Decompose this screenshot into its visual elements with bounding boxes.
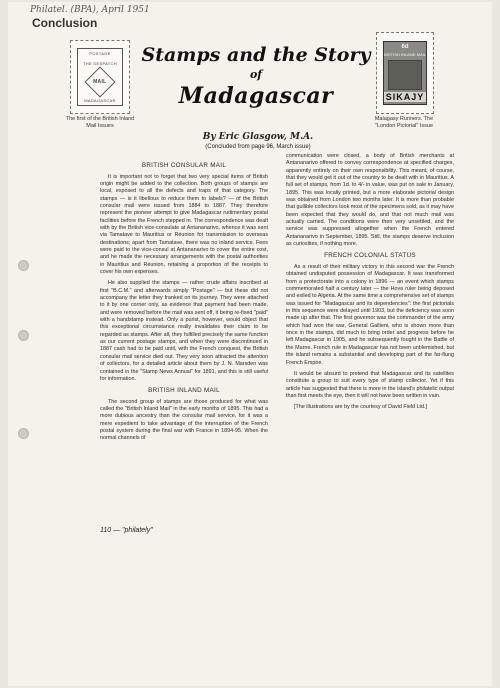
paragraph: The second group of stamps are those produced for what was called the "British Inland Mail" in the early months of 1895. This had a more dubious ancestry than the consular mail service, for it was a mere expedient to take advantage of the interruption of the French postal system during the final war with France in 1894-95. When the normal channels of (100, 398, 268, 442)
stamp-caption-right: Malagasy Runners. The "London Pictorial" Issue (374, 116, 434, 130)
article-title (136, 44, 376, 109)
title-line-3: Madagascar (178, 83, 334, 109)
punch-hole (18, 260, 29, 271)
heading-consular-mail: BRITISH CONSULAR MAIL (141, 162, 227, 169)
title-line-1: Stamps and the Story (141, 44, 371, 66)
continued-note: (Concluded from page 96, March issue) (205, 144, 311, 150)
section-label: Conclusion (32, 16, 98, 30)
stamp-caption-left: The first of the British Inland Mail Issues (65, 116, 135, 130)
stamp-text-top: POSTAGE (89, 51, 111, 57)
stamp-text-bottom: MADAGASCAR (84, 97, 116, 103)
paragraph: He also supplied the stamps — rather crude affairs inscribed at first "B.C.M." and afterwards simply "Postage" — but these did not accompany the letter they franked on its journey. They were attached to it by one corner only, as evidence that payment had been made, and were removed before the mail was sent off, it being re-fixed "paid" with a handstamp instead. Only a purist, however, would object that this exceptional circumstance really invalidates their claim to be regarded as stamps. After all, they fulfilled precisely the same function as our current postage stamps, and when they were discontinued in 1887 cash had to be paid until, with the French conquest, the British consular mail service died out. They very soon attracted the attention of collectors, for a detailed article about them by J. N. Marsden was contained in the "Stamp News Annual" for 1891, and this is still useful for information. (100, 280, 268, 382)
stamp-bottom-label: SIKAJY (385, 91, 425, 102)
heading-french-status: FRENCH COLONIAL STATUS (324, 252, 416, 260)
paragraph: It would be absurd to pretend that Madagascar and its satellites constitute a group to suit every type of stamp collector. Yet if this article has suggested that there is more in the island's philatelic output than first meets the eye, then it will not have been written in vain. (286, 370, 454, 399)
stamp-runners-picture (388, 60, 422, 90)
page (8, 2, 492, 686)
paragraph: It is important not to forget that two very special items of British origin might be added to the collection. Both groups of stamps are local, exposed to all the defects and traps of that category. The stamps — is it libellous to reduce them to labels? — of the British consular mail were issued from 1884 to 1887. They therefore represent the pioneer attempt to give Madagascar rudimentary postal facilities before the French stepped in. The correspondence was dealt with by the British vice-consulate at Antananarivo, whence it was sent via Tamatave to Mauritius or Réunion for transmission to overseas destinations; apart from Tamatave, there was no inland service. Fees were paid to the vice-consul at Antananarivo to cover the entire cost, and he made the necessary arrangements with the postal authorities in Mauritius and Réunion, retaining a proportion of the receipts to cover his own expenses. (100, 173, 268, 276)
illustration-credit: [The illustrations are by the courtesy of David Field Ltd.] (294, 404, 428, 411)
punch-hole (18, 330, 29, 341)
heading-inland-mail: BRITISH INLAND MAIL (148, 387, 220, 395)
page-footer: 110 — "philately" (100, 527, 153, 534)
column-left (100, 159, 268, 447)
handwritten-note: Philatel. (BPA), April 1951 (30, 5, 150, 15)
paragraph: As a result of their military victory in this second war the French obtained undisputed possession of Madagascar. It was transformed from a protectorate into a colony in 1896 — an event which stamps commemorated half a century later — the Hova ruler being deposed and exiled to Algeria. At the same time a comprehensive set of stamps was issued for "Madagascar and its dependencies": the first pictorials in this sequence were delayed until 1903, but the deficiency was soon made up after that. The first governor was the commander of the army which had won the war, General Gallieni, who is shown more than once in the stamps, did much to bring order and progress before he left Madagascar in 1905, and he subsequently fought in the Battle of the Marne. French rule in Madagascar has not been unblemished, but the island remains a substantial and developing part of the far-flung French Empire. (286, 264, 454, 366)
title-line-2: of (249, 68, 263, 81)
stamp-center-text: MAIL (93, 78, 107, 85)
stamp-diamond (84, 66, 115, 97)
stamp-image-right (376, 32, 434, 114)
paragraph: communication were closed, a body of British merchants at Antananarivo offered to convey correspondence at specified charges, apparently entirely on their own responsibility. This meant, of course, that they would get it out of the country to be dealt with in Mauritius. A full set of stamps, from 1d. to 4/- in value, was put on sale in January, 1895. This was locally printed, but a more elaborate pictorial design was obtained from London two months later. It is more than probable that gullible collectors took most of the specimens sold, as it may have been expected that they would do, and that not much mail was actually carried. The conditions were then very unsettled, and the service was suppressed altogether when the French entered Antananarivo in September, 1895. Still, the stamps deserve inclusion as curiosities, if nothing more. (286, 153, 454, 248)
stamp-image-left (70, 40, 130, 114)
stamp-top-label: BRITISH INLAND MAIL (383, 52, 426, 58)
punch-hole (18, 428, 29, 439)
stamp-value: 6d (401, 44, 409, 50)
stamp-text-side: THE DESPATCH (83, 61, 117, 67)
column-right (286, 153, 454, 416)
byline: By Eric Glasgow, M.A. (202, 132, 314, 142)
